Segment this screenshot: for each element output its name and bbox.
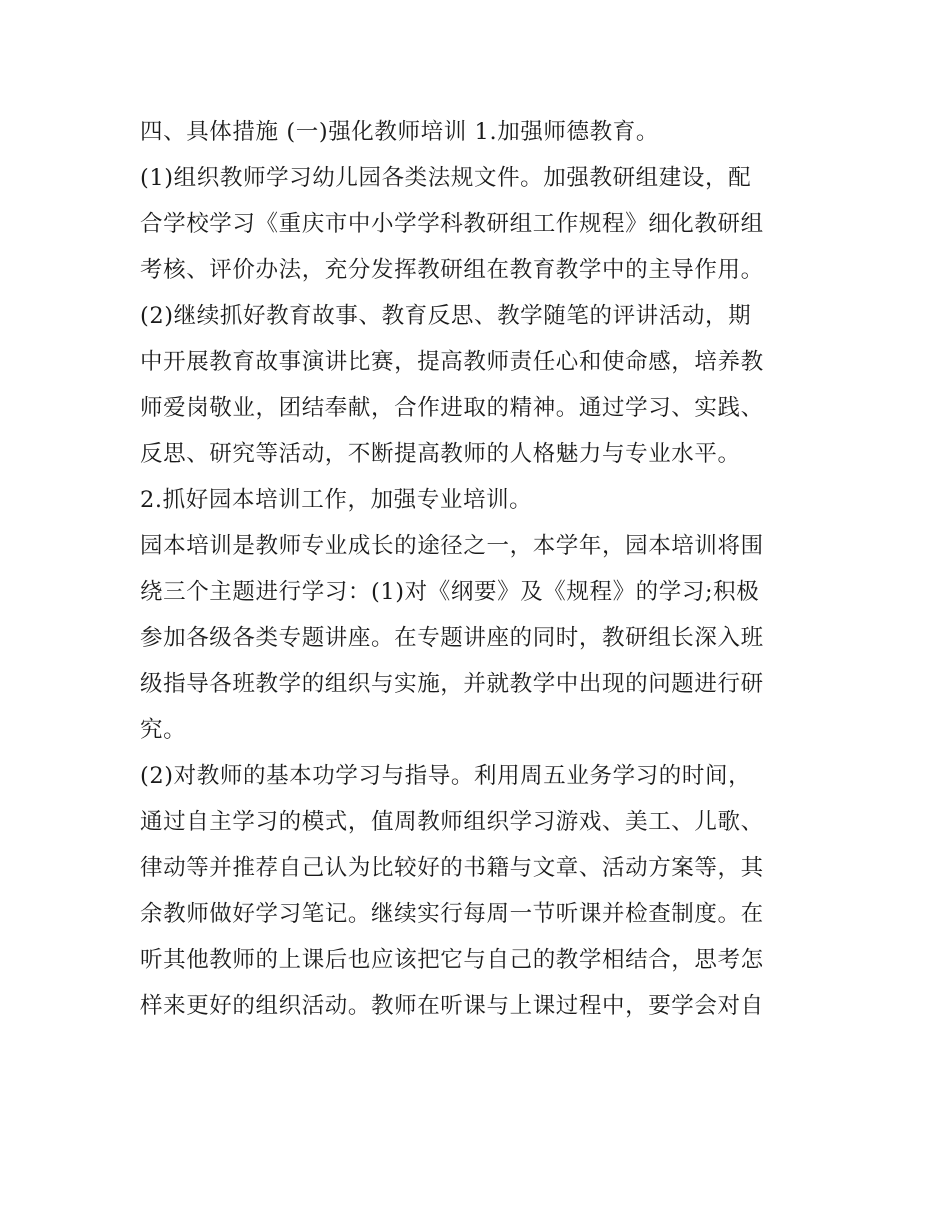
text-line: 通过自主学习的模式，值周教师组织学习游戏、美工、儿歌、: [140, 809, 764, 835]
text-line: 级指导各班教学的组织与实施，并就教学中出现的问题进行研: [140, 671, 764, 697]
text-line: (2)对教师的基本功学习与指导。利用周五业务学习的时间，: [140, 763, 752, 789]
text-line: 绕三个主题进行学习：(1)对《纲要》及《规程》的学习;积极: [140, 579, 760, 605]
text-line: (1)组织教师学习幼儿园各类法规文件。加强教研组建设，配: [140, 165, 752, 191]
text-line: 究。: [140, 717, 187, 743]
text-line: 反思、研究等活动，不断提高教师的人格魅力与专业水平。: [140, 441, 741, 467]
text-line: 参加各级各类专题讲座。在专题讲座的同时，教研组长深入班: [140, 625, 764, 651]
text-line: (2)继续抓好教育故事、教育反思、教学随笔的评讲活动，期: [140, 303, 752, 329]
subsection-heading: 2.抓好园本培训工作，加强专业培训。: [140, 487, 533, 513]
text-line: 律动等并推荐自己认为比较好的书籍与文章、活动方案等，其: [140, 855, 764, 881]
text-line: 合学校学习《重庆市中小学学科教研组工作规程》细化教研组: [140, 211, 764, 237]
text-line: 中开展教育故事演讲比赛，提高教师责任心和使命感，培养教: [140, 349, 764, 375]
document-body: [140, 109, 830, 1029]
section-heading: 四、具体措施 (一)强化教师培训 1.加强师德教育。: [140, 119, 659, 145]
text-line: 师爱岗敬业，团结奉献，合作进取的精神。通过学习、实践、: [140, 395, 764, 421]
text-line: 考核、评价办法，充分发挥教研组在教育教学中的主导作用。: [140, 257, 764, 283]
text-line: 余教师做好学习笔记。继续实行每周一节听课并检查制度。在: [140, 901, 764, 927]
text-line: 园本培训是教师专业成长的途径之一，本学年，园本培训将围: [140, 533, 764, 559]
text-line: 听其他教师的上课后也应该把它与自己的教学相结合，思考怎: [140, 947, 764, 973]
text-line: 样来更好的组织活动。教师在听课与上课过程中，要学会对自: [140, 993, 764, 1019]
